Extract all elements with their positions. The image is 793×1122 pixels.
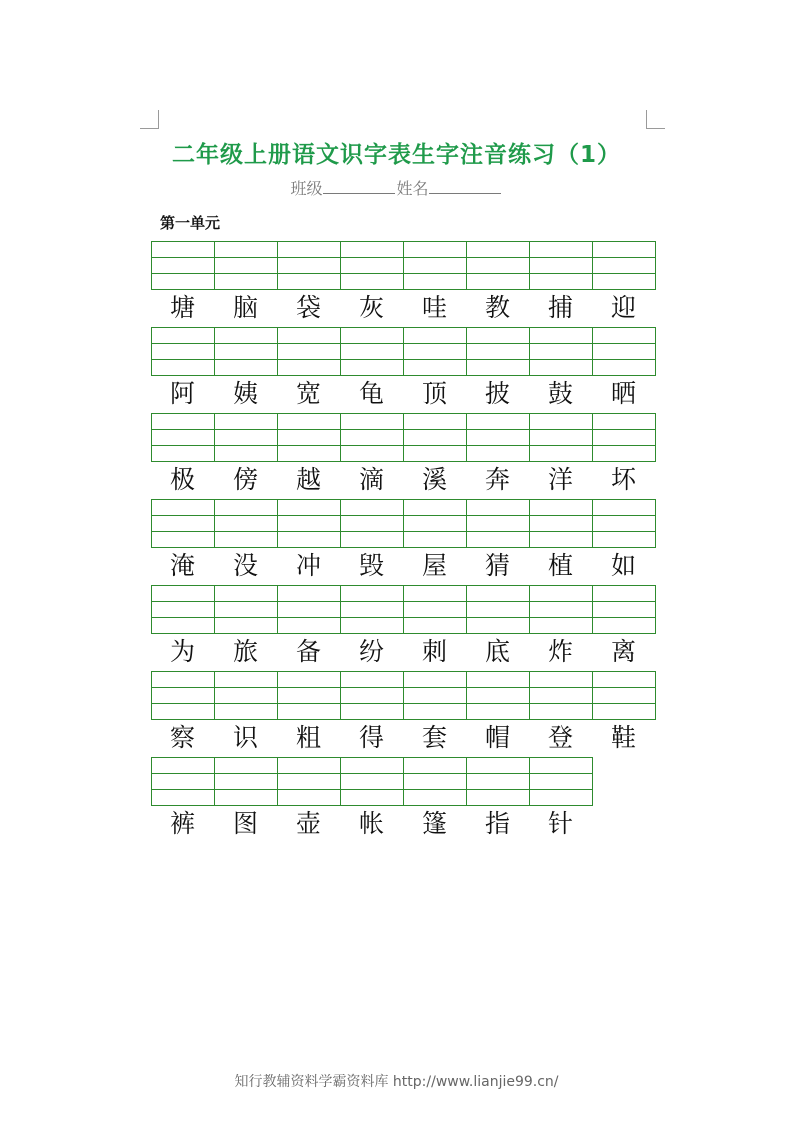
hanzi-character: 溪 [421, 465, 447, 494]
pinyin-cell[interactable] [404, 414, 467, 430]
pinyin-cell[interactable] [278, 500, 341, 516]
character-row [151, 377, 655, 411]
pinyin-cell[interactable] [152, 414, 215, 430]
pinyin-cell[interactable] [530, 328, 593, 344]
hanzi-character: 离 [610, 637, 636, 666]
pinyin-cell[interactable] [467, 618, 530, 634]
pinyin-cell[interactable] [467, 516, 530, 532]
pinyin-cell[interactable] [152, 328, 215, 344]
pinyin-cell[interactable] [215, 274, 278, 290]
pinyin-cell[interactable] [467, 790, 530, 806]
hanzi-character: 毁 [358, 551, 384, 580]
pinyin-cell[interactable] [152, 274, 215, 290]
pinyin-cell[interactable] [152, 516, 215, 532]
hanzi-character: 纷 [358, 637, 384, 666]
hanzi-character: 越 [295, 465, 321, 494]
pinyin-cell[interactable] [152, 704, 215, 720]
hanzi-character: 教 [484, 293, 510, 322]
page-corner-mark-top-left [140, 110, 159, 129]
hanzi-character: 洋 [547, 465, 573, 494]
pinyin-cell[interactable] [278, 414, 341, 430]
pinyin-grid-row [151, 757, 593, 806]
pinyin-cell[interactable] [278, 328, 341, 344]
hanzi-character: 滴 [358, 465, 384, 494]
pinyin-cell[interactable] [593, 360, 656, 376]
pinyin-cell[interactable] [404, 532, 467, 548]
pinyin-cell[interactable] [278, 446, 341, 462]
hanzi-character: 阿 [169, 379, 195, 408]
pinyin-cell[interactable] [341, 328, 404, 344]
pinyin-cell[interactable] [215, 258, 278, 274]
pinyin-cell[interactable] [467, 242, 530, 258]
pinyin-cell[interactable] [341, 790, 404, 806]
pinyin-cell[interactable] [404, 516, 467, 532]
pinyin-cell[interactable] [593, 328, 656, 344]
pinyin-cell[interactable] [593, 242, 656, 258]
pinyin-cell[interactable] [152, 242, 215, 258]
hanzi-character: 捕 [547, 293, 573, 322]
pinyin-cell[interactable] [152, 618, 215, 634]
pinyin-cell[interactable] [152, 258, 215, 274]
pinyin-cell[interactable] [530, 344, 593, 360]
pinyin-cell[interactable] [152, 688, 215, 704]
pinyin-cell[interactable] [593, 672, 656, 688]
pinyin-cell[interactable] [530, 618, 593, 634]
pinyin-cell[interactable] [215, 446, 278, 462]
hanzi-character: 备 [295, 637, 321, 666]
pinyin-cell[interactable] [278, 274, 341, 290]
pinyin-cell[interactable] [341, 516, 404, 532]
pinyin-cell[interactable] [152, 774, 215, 790]
hanzi-character: 奔 [484, 465, 510, 494]
hanzi-character: 迎 [610, 293, 636, 322]
pinyin-cell[interactable] [341, 360, 404, 376]
pinyin-cell[interactable] [593, 688, 656, 704]
pinyin-cell[interactable] [530, 430, 593, 446]
hanzi-character: 植 [547, 551, 573, 580]
hanzi-character: 如 [610, 551, 636, 580]
hanzi-character: 哇 [421, 293, 447, 322]
pinyin-cell[interactable] [152, 446, 215, 462]
pinyin-cell[interactable] [341, 758, 404, 774]
pinyin-cell[interactable] [593, 618, 656, 634]
hanzi-character: 坏 [610, 465, 636, 494]
pinyin-cell[interactable] [215, 704, 278, 720]
hanzi-character: 脑 [232, 293, 258, 322]
pinyin-cell[interactable] [215, 790, 278, 806]
pinyin-cell[interactable] [404, 790, 467, 806]
pinyin-cell[interactable] [341, 242, 404, 258]
pinyin-cell[interactable] [404, 328, 467, 344]
pinyin-cell[interactable] [215, 618, 278, 634]
hanzi-character: 淹 [169, 551, 195, 580]
pinyin-cell[interactable] [404, 360, 467, 376]
pinyin-cell[interactable] [467, 500, 530, 516]
pinyin-cell[interactable] [467, 414, 530, 430]
pinyin-cell[interactable] [530, 688, 593, 704]
pinyin-cell[interactable] [467, 446, 530, 462]
pinyin-cell[interactable] [152, 758, 215, 774]
pinyin-cell[interactable] [467, 532, 530, 548]
pinyin-cell[interactable] [593, 430, 656, 446]
pinyin-cell[interactable] [593, 532, 656, 548]
pinyin-cell[interactable] [593, 516, 656, 532]
pinyin-cell[interactable] [404, 344, 467, 360]
pinyin-cell[interactable] [341, 586, 404, 602]
hanzi-character: 猜 [484, 551, 510, 580]
pinyin-cell[interactable] [530, 586, 593, 602]
pinyin-cell[interactable] [530, 242, 593, 258]
pinyin-cell[interactable] [530, 758, 593, 774]
pinyin-cell[interactable] [593, 414, 656, 430]
pinyin-cell[interactable] [341, 258, 404, 274]
pinyin-cell[interactable] [530, 360, 593, 376]
pinyin-cell[interactable] [341, 672, 404, 688]
pinyin-cell[interactable] [593, 258, 656, 274]
pinyin-cell[interactable] [467, 688, 530, 704]
pinyin-cell[interactable] [278, 688, 341, 704]
hanzi-character: 鞋 [610, 723, 636, 752]
pinyin-cell[interactable] [593, 344, 656, 360]
character-row [151, 807, 592, 841]
pinyin-grid-row [151, 499, 656, 548]
pinyin-cell[interactable] [404, 586, 467, 602]
pinyin-cell[interactable] [404, 704, 467, 720]
pinyin-cell[interactable] [215, 242, 278, 258]
pinyin-cell[interactable] [404, 446, 467, 462]
pinyin-cell[interactable] [530, 774, 593, 790]
pinyin-grid-row [151, 671, 656, 720]
pinyin-grid-row [151, 585, 656, 634]
hanzi-character: 旅 [232, 637, 258, 666]
pinyin-cell[interactable] [215, 414, 278, 430]
pinyin-grid-row [151, 327, 656, 376]
pinyin-cell[interactable] [215, 328, 278, 344]
pinyin-cell[interactable] [467, 274, 530, 290]
pinyin-cell[interactable] [341, 274, 404, 290]
pinyin-cell[interactable] [278, 360, 341, 376]
pinyin-cell[interactable] [278, 704, 341, 720]
pinyin-cell[interactable] [215, 586, 278, 602]
pinyin-cell[interactable] [152, 586, 215, 602]
pinyin-cell[interactable] [530, 446, 593, 462]
hanzi-character: 冲 [295, 551, 321, 580]
pinyin-cell[interactable] [467, 360, 530, 376]
pinyin-cell[interactable] [404, 274, 467, 290]
hanzi-character: 鼓 [547, 379, 573, 408]
pinyin-cell[interactable] [152, 344, 215, 360]
pinyin-cell[interactable] [341, 414, 404, 430]
pinyin-cell[interactable] [215, 532, 278, 548]
pinyin-grid-row [151, 413, 656, 462]
pinyin-cell[interactable] [341, 344, 404, 360]
pinyin-cell[interactable] [278, 258, 341, 274]
pinyin-cell[interactable] [215, 344, 278, 360]
pinyin-cell[interactable] [467, 774, 530, 790]
pinyin-cell[interactable] [530, 790, 593, 806]
pinyin-cell[interactable] [341, 704, 404, 720]
hanzi-character: 识 [232, 723, 258, 752]
pinyin-cell[interactable] [215, 430, 278, 446]
pinyin-cell[interactable] [341, 430, 404, 446]
hanzi-character: 篷 [421, 809, 447, 838]
pinyin-cell[interactable] [530, 414, 593, 430]
pinyin-cell[interactable] [404, 602, 467, 618]
pinyin-cell[interactable] [467, 344, 530, 360]
pinyin-cell[interactable] [404, 258, 467, 274]
pinyin-cell[interactable] [404, 758, 467, 774]
pinyin-cell[interactable] [593, 586, 656, 602]
pinyin-cell[interactable] [404, 774, 467, 790]
class-label: 班级 [290, 179, 323, 198]
hanzi-character: 登 [547, 723, 573, 752]
hanzi-character: 帽 [484, 723, 510, 752]
character-row [151, 549, 655, 583]
pinyin-cell[interactable] [341, 602, 404, 618]
hanzi-character: 顶 [421, 379, 447, 408]
hanzi-character: 塘 [169, 293, 195, 322]
student-info-line [0, 176, 793, 199]
unit-heading: 第一单元 [160, 214, 221, 232]
hanzi-character: 图 [232, 809, 258, 838]
pinyin-cell[interactable] [467, 758, 530, 774]
pinyin-grid-row [151, 241, 656, 290]
hanzi-character: 傍 [232, 465, 258, 494]
hanzi-character: 宽 [295, 379, 321, 408]
pinyin-cell[interactable] [530, 516, 593, 532]
pinyin-cell[interactable] [215, 360, 278, 376]
pinyin-cell[interactable] [467, 258, 530, 274]
hanzi-character: 得 [358, 723, 384, 752]
name-label: 姓名 [396, 179, 429, 198]
pinyin-cell[interactable] [530, 602, 593, 618]
pinyin-cell[interactable] [215, 672, 278, 688]
pinyin-cell[interactable] [278, 344, 341, 360]
worksheet-title: 二年级上册语文识字表生字注音练习（1） [171, 142, 621, 168]
pinyin-cell[interactable] [467, 672, 530, 688]
pinyin-cell[interactable] [341, 618, 404, 634]
hanzi-character: 姨 [232, 379, 258, 408]
pinyin-cell[interactable] [467, 430, 530, 446]
pinyin-cell[interactable] [593, 274, 656, 290]
pinyin-cell[interactable] [341, 532, 404, 548]
hanzi-character: 底 [484, 637, 510, 666]
hanzi-character: 极 [169, 465, 195, 494]
pinyin-cell[interactable] [278, 758, 341, 774]
pinyin-cell[interactable] [278, 430, 341, 446]
pinyin-cell[interactable] [278, 586, 341, 602]
pinyin-cell[interactable] [215, 774, 278, 790]
hanzi-character: 为 [169, 637, 195, 666]
hanzi-character: 帐 [358, 809, 384, 838]
class-blank[interactable] [323, 179, 395, 194]
pinyin-cell[interactable] [404, 672, 467, 688]
hanzi-character: 针 [547, 809, 573, 838]
pinyin-cell[interactable] [341, 446, 404, 462]
pinyin-cell[interactable] [467, 602, 530, 618]
pinyin-cell[interactable] [152, 360, 215, 376]
pinyin-cell[interactable] [530, 532, 593, 548]
hanzi-character: 没 [232, 551, 258, 580]
hanzi-character: 刺 [421, 637, 447, 666]
hanzi-character: 披 [484, 379, 510, 408]
pinyin-cell[interactable] [215, 602, 278, 618]
hanzi-character: 壶 [295, 809, 321, 838]
pinyin-cell[interactable] [404, 430, 467, 446]
pinyin-cell[interactable] [152, 790, 215, 806]
pinyin-cell[interactable] [593, 602, 656, 618]
name-blank[interactable] [429, 179, 501, 194]
pinyin-cell[interactable] [530, 500, 593, 516]
pinyin-cell[interactable] [341, 688, 404, 704]
hanzi-character: 察 [169, 723, 195, 752]
hanzi-character: 灰 [358, 293, 384, 322]
pinyin-cell[interactable] [215, 516, 278, 532]
pinyin-cell[interactable] [215, 758, 278, 774]
pinyin-cell[interactable] [278, 602, 341, 618]
hanzi-character: 袋 [295, 293, 321, 322]
pinyin-cell[interactable] [404, 500, 467, 516]
hanzi-character: 粗 [295, 723, 321, 752]
pinyin-cell[interactable] [404, 688, 467, 704]
pinyin-cell[interactable] [215, 500, 278, 516]
pinyin-cell[interactable] [593, 500, 656, 516]
hanzi-character: 套 [421, 723, 447, 752]
pinyin-cell[interactable] [530, 672, 593, 688]
pinyin-cell[interactable] [215, 688, 278, 704]
character-row [151, 635, 655, 669]
pinyin-cell[interactable] [467, 328, 530, 344]
pinyin-cell[interactable] [278, 618, 341, 634]
pinyin-cell[interactable] [152, 500, 215, 516]
pinyin-cell[interactable] [152, 430, 215, 446]
pinyin-cell[interactable] [152, 672, 215, 688]
pinyin-cell[interactable] [467, 586, 530, 602]
pinyin-cell[interactable] [593, 704, 656, 720]
pinyin-cell[interactable] [530, 258, 593, 274]
hanzi-character: 炸 [547, 637, 573, 666]
pinyin-cell[interactable] [404, 618, 467, 634]
character-row [151, 721, 655, 755]
pinyin-cell[interactable] [530, 704, 593, 720]
pinyin-cell[interactable] [341, 500, 404, 516]
pinyin-cell[interactable] [593, 446, 656, 462]
pinyin-cell[interactable] [152, 602, 215, 618]
pinyin-cell[interactable] [467, 704, 530, 720]
character-row [151, 291, 655, 325]
pinyin-cell[interactable] [278, 774, 341, 790]
hanzi-character: 龟 [358, 379, 384, 408]
hanzi-character: 晒 [610, 379, 636, 408]
pinyin-cell[interactable] [404, 242, 467, 258]
hanzi-character: 指 [484, 809, 510, 838]
pinyin-cell[interactable] [278, 516, 341, 532]
page-corner-mark-top-right [646, 110, 665, 129]
character-row [151, 463, 655, 497]
pinyin-cell[interactable] [278, 672, 341, 688]
pinyin-cell[interactable] [278, 532, 341, 548]
pinyin-cell[interactable] [341, 774, 404, 790]
hanzi-character: 裤 [169, 809, 195, 838]
pinyin-cell[interactable] [152, 532, 215, 548]
pinyin-cell[interactable] [278, 790, 341, 806]
pinyin-cell[interactable] [278, 242, 341, 258]
footer-source: 知行教辅资料学霸资料库 http://www.lianjie99.cn/ [234, 1074, 559, 1090]
pinyin-cell[interactable] [530, 274, 593, 290]
hanzi-character: 屋 [421, 551, 447, 580]
